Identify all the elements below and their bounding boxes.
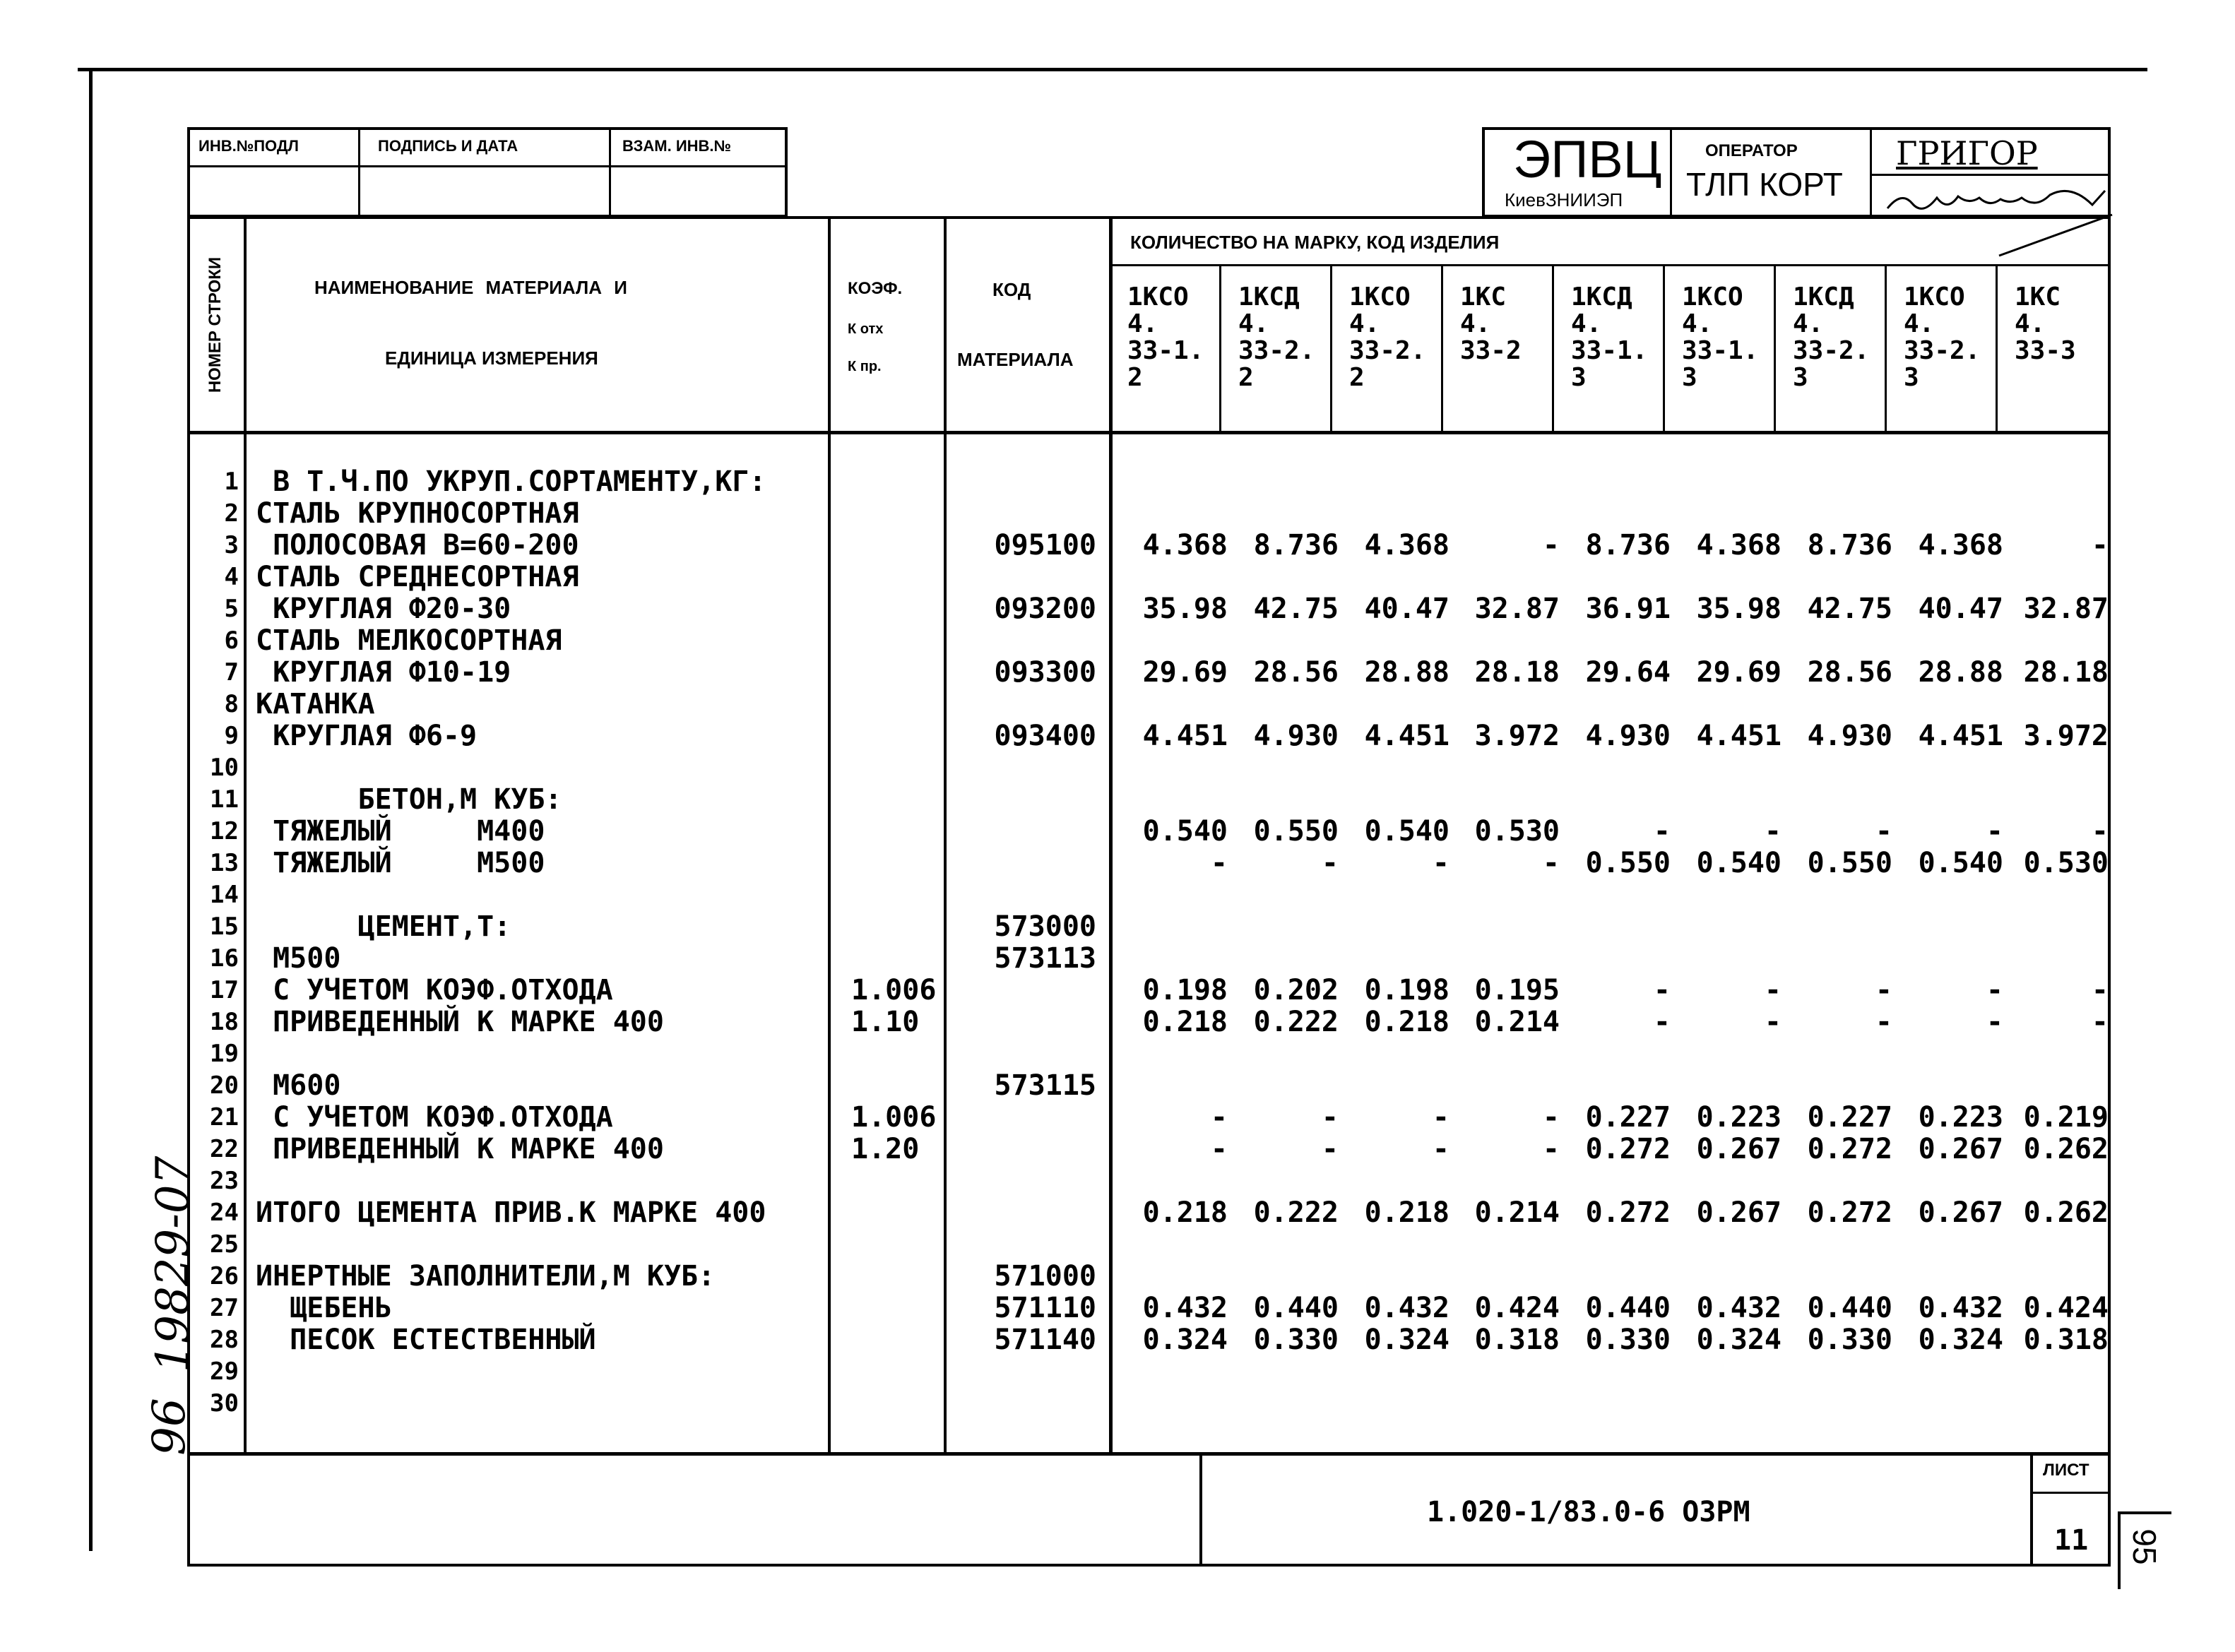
quantity-value: - (1653, 1006, 1671, 1038)
quantity-value: 32.87 (2023, 593, 2109, 625)
row-number: 18 (210, 1008, 239, 1036)
quantity-value: 4.368 (1696, 529, 1782, 561)
material-name: С УЧЕТОМ КОЭФ.ОТХОДА (256, 1101, 613, 1134)
quantity-value: 8.736 (1253, 529, 1339, 561)
prod-sep-5 (1663, 264, 1665, 432)
quantity-value: 0.550 (1585, 847, 1671, 879)
product-header-2: 1КСД 4. 33-2. 2 (1238, 283, 1315, 392)
quantity-value: 0.195 (1474, 974, 1560, 1006)
list-box-mid (2030, 1492, 2111, 1494)
koef-header-line1: КОЭФ. (848, 279, 903, 298)
quantity-value: - (1986, 974, 2003, 1006)
quantity-value: 0.432 (1364, 1292, 1450, 1324)
quantity-value: 29.69 (1142, 656, 1228, 689)
col-sep-name (828, 216, 831, 1454)
row-number: 30 (210, 1389, 239, 1418)
product-header-8: 1КСО 4. 33-2. 3 (1904, 283, 1981, 392)
archive-number: 19829-07 (147, 1155, 199, 1373)
vzam-inv-label: ВЗАМ. ИНВ.№ (622, 137, 732, 155)
quantity-value: - (1321, 847, 1339, 879)
quantity-value: 0.540 (1696, 847, 1782, 879)
quantity-value: 0.218 (1364, 1006, 1450, 1038)
page-box-left (2118, 1511, 2121, 1589)
quantity-value: - (1764, 815, 1782, 848)
quantity-value: 0.550 (1807, 847, 1892, 879)
row-number: 10 (210, 754, 239, 782)
quantity-value: 0.324 (1142, 1324, 1228, 1356)
inv-podl-label: ИНВ.№ПОДЛ (198, 137, 299, 155)
quantity-value: 0.218 (1142, 1196, 1228, 1229)
row-number: 2 (224, 499, 239, 528)
material-name: СТАЛЬ СРЕДНЕСОРТНАЯ (256, 561, 579, 593)
operator-label: ОПЕРАТОР (1705, 141, 1798, 160)
quantity-value: 4.451 (1142, 720, 1228, 752)
quantity-value: 0.227 (1585, 1101, 1671, 1134)
quantity-value: 0.214 (1474, 1196, 1560, 1229)
row-number: 17 (210, 976, 239, 1004)
quantity-value: 0.223 (1918, 1101, 2003, 1134)
quantity-value: 0.440 (1253, 1292, 1339, 1324)
kod-header-line2: МАТЕРИАЛА (957, 349, 1074, 370)
prod-sep-1 (1219, 264, 1221, 432)
quantity-value: - (1432, 1101, 1450, 1134)
page-box-top (2118, 1511, 2171, 1514)
quantity-title: КОЛИЧЕСТВО НА МАРКУ, КОД ИЗДЕЛИЯ (1130, 232, 1500, 253)
quantity-value: - (1986, 1006, 2003, 1038)
quantity-value: 0.222 (1253, 1006, 1339, 1038)
prod-sep-8 (1996, 264, 1998, 432)
quantity-value: 4.451 (1696, 720, 1782, 752)
material-code: 571000 (994, 1260, 1096, 1293)
main-table (187, 216, 2111, 1567)
quantity-value: - (1875, 815, 1892, 848)
quantity-value: - (2091, 974, 2109, 1006)
row-number: 21 (210, 1103, 239, 1131)
quantity-value: 0.432 (1918, 1292, 2003, 1324)
material-code: 571110 (994, 1292, 1096, 1324)
row-number: 11 (210, 785, 239, 814)
material-name: ТЯЖЕЛЫЙ М400 (256, 815, 545, 848)
material-code: 095100 (994, 529, 1096, 561)
quantity-value: - (1542, 847, 1560, 879)
quantity-value: 0.432 (1696, 1292, 1782, 1324)
top-border (78, 68, 2147, 71)
material-code: 573115 (994, 1069, 1096, 1102)
material-code: 093300 (994, 656, 1096, 689)
row-number: 5 (224, 595, 239, 623)
quantity-value: - (2091, 815, 2109, 848)
material-name: ПРИВЕДЕННЫЙ К МАРКЕ 400 (256, 1006, 664, 1038)
row-number: 19 (210, 1040, 239, 1068)
quantity-value: 28.56 (1253, 656, 1339, 689)
row-number: 15 (210, 913, 239, 941)
quantity-value: - (1764, 974, 1782, 1006)
row-number: 12 (210, 817, 239, 845)
quantity-value: 4.930 (1807, 720, 1892, 752)
material-name: ЦЕМЕНТ,Т: (256, 910, 511, 943)
material-name: В Т.Ч.ПО УКРУП.СОРТАМЕНТУ,КГ: (256, 465, 766, 498)
quantity-value: 0.330 (1807, 1324, 1892, 1356)
quantity-value: 0.318 (1474, 1324, 1560, 1356)
quantity-value: 28.56 (1807, 656, 1892, 689)
quantity-value: - (1210, 847, 1228, 879)
left-border (89, 68, 93, 1551)
row-number: 3 (224, 531, 239, 559)
col-sep-code (1109, 216, 1113, 1454)
row-number: 7 (224, 658, 239, 687)
quantity-value: 0.219 (2023, 1101, 2109, 1134)
quantity-value: - (1653, 815, 1671, 848)
stamp-left (187, 127, 788, 218)
quantity-value: 0.530 (1474, 815, 1560, 848)
quantity-value: 42.75 (1253, 593, 1339, 625)
quantity-value: 36.91 (1585, 593, 1671, 625)
quantity-value: 28.88 (1918, 656, 2003, 689)
material-name: С УЧЕТОМ КОЭФ.ОТХОДА (256, 974, 613, 1006)
quantity-value: 0.540 (1142, 815, 1228, 848)
koef-value: 1.10 (851, 1006, 920, 1038)
quantity-value: 0.540 (1918, 847, 2003, 879)
org-sub: КиевЗНИИЭП (1505, 189, 1623, 210)
row-number: 22 (210, 1135, 239, 1163)
quantity-value: 4.451 (1918, 720, 2003, 752)
quantity-value: 0.540 (1364, 815, 1450, 848)
row-number: 24 (210, 1199, 239, 1227)
org-name: ЭПВЦ (1513, 130, 1662, 189)
quantity-value: - (2091, 1006, 2109, 1038)
quantity-value: 0.267 (1696, 1133, 1782, 1165)
koef-header-line3: К пр. (848, 359, 882, 374)
quantity-value: - (1986, 815, 2003, 848)
product-header-7: 1КСД 4. 33-2. 3 (1793, 283, 1870, 392)
name-header-line2: ЕДИНИЦА ИЗМЕРЕНИЯ (385, 347, 598, 369)
list-number: 11 (2054, 1524, 2089, 1557)
row-number: 1 (224, 468, 239, 496)
quantity-value: 0.272 (1807, 1133, 1892, 1165)
row-number: 16 (210, 944, 239, 973)
row-number: 27 (210, 1294, 239, 1322)
quantity-value: - (1764, 1006, 1782, 1038)
quantity-value: - (1210, 1133, 1228, 1165)
quantity-value: 29.64 (1585, 656, 1671, 689)
footer-divider (1199, 1452, 1202, 1567)
footer-top (187, 1452, 2111, 1456)
quantity-value: 0.218 (1142, 1006, 1228, 1038)
quantity-value: - (1542, 1101, 1560, 1134)
material-name: ЩЕБЕНЬ (256, 1292, 392, 1324)
material-name: ИНЕРТНЫЕ ЗАПОЛНИТЕЛИ,М КУБ: (256, 1260, 716, 1293)
operator-value: ТЛП КОРТ (1686, 166, 1843, 203)
prod-sep-4 (1552, 264, 1554, 432)
col-sep-koef (944, 216, 947, 1454)
material-name: ТЯЖЕЛЫЙ М500 (256, 847, 545, 879)
prod-sep-7 (1885, 264, 1887, 432)
koef-value: 1.006 (851, 1101, 937, 1134)
quantity-value: 0.198 (1142, 974, 1228, 1006)
quantity-value: 8.736 (1807, 529, 1892, 561)
quantity-value: 40.47 (1364, 593, 1450, 625)
material-code: 571140 (994, 1324, 1096, 1356)
material-name: КРУГЛАЯ Ф10-19 (256, 656, 511, 689)
material-name: СТАЛЬ МЕЛКОСОРТНАЯ (256, 624, 562, 657)
quantity-value: 28.18 (2023, 656, 2109, 689)
name-header-line1: НАИМЕНОВАНИЕ МАТЕРИАЛА И (314, 277, 627, 298)
quantity-value: 29.69 (1696, 656, 1782, 689)
row-number: 25 (210, 1230, 239, 1259)
product-header-9: 1КС 4. 33-3 (2015, 283, 2076, 365)
quantity-value: 4.368 (1364, 529, 1450, 561)
product-header-5: 1КСД 4. 33-1. 3 (1571, 283, 1648, 392)
material-code: 093200 (994, 593, 1096, 625)
material-name: СТАЛЬ КРУПНОСОРТНАЯ (256, 497, 579, 530)
document-code: 1.020-1/83.0-6 ОЗРМ (1427, 1496, 1750, 1528)
quantity-value: 0.424 (2023, 1292, 2109, 1324)
header-bottom (187, 431, 2111, 434)
row-number-header: НОМЕР СТРОКИ (206, 256, 225, 393)
quantity-value: 0.432 (1142, 1292, 1228, 1324)
list-box-left (2030, 1452, 2033, 1567)
koef-value: 1.20 (851, 1133, 920, 1165)
quantity-value: - (1542, 529, 1560, 561)
quantity-value: 0.262 (2023, 1196, 2109, 1229)
material-name: КРУГЛАЯ Ф6-9 (256, 720, 478, 752)
quantity-value: 40.47 (1918, 593, 2003, 625)
page-rotated: 95 (2126, 1528, 2163, 1565)
row-number: 14 (210, 881, 239, 909)
prod-sep-2 (1330, 264, 1332, 432)
quantity-value: 0.550 (1253, 815, 1339, 848)
material-name: М600 (256, 1069, 341, 1102)
quantity-value: - (1875, 1006, 1892, 1038)
quantity-value: 0.324 (1696, 1324, 1782, 1356)
list-label: ЛИСТ (2043, 1461, 2089, 1480)
kod-header-line1: КОД (992, 279, 1031, 300)
quantity-value: 4.451 (1364, 720, 1450, 752)
quantity-title-underline (1109, 264, 2111, 266)
material-name: КАТАНКА (256, 688, 375, 720)
quantity-value: 3.972 (2023, 720, 2109, 752)
prod-sep-6 (1774, 264, 1776, 432)
quantity-value: 0.198 (1364, 974, 1450, 1006)
quantity-value: - (1210, 1101, 1228, 1134)
quantity-value: 0.330 (1253, 1324, 1339, 1356)
quantity-value: - (1653, 974, 1671, 1006)
quantity-value: 0.218 (1364, 1196, 1450, 1229)
quantity-value: 28.88 (1364, 656, 1450, 689)
row-number: 20 (210, 1071, 239, 1100)
quantity-value: 4.930 (1585, 720, 1671, 752)
quantity-value: 0.324 (1364, 1324, 1450, 1356)
row-number: 13 (210, 849, 239, 877)
koef-header-line2: К отх (848, 321, 884, 337)
quantity-value: - (1321, 1101, 1339, 1134)
quantity-value: 4.930 (1253, 720, 1339, 752)
quantity-value: 0.267 (1918, 1196, 2003, 1229)
quantity-value: 35.98 (1142, 593, 1228, 625)
quantity-value: 0.272 (1585, 1196, 1671, 1229)
quantity-value: 0.227 (1807, 1101, 1892, 1134)
quantity-value: 8.736 (1585, 529, 1671, 561)
quantity-value: - (1542, 1133, 1560, 1165)
podpis-data-label: ПОДПИСЬ И ДАТА (378, 137, 518, 155)
row-number: 26 (210, 1262, 239, 1290)
quantity-value: - (1875, 974, 1892, 1006)
material-name: БЕТОН,М КУБ: (256, 783, 562, 816)
material-code: 093400 (994, 720, 1096, 752)
quantity-value: 4.368 (1142, 529, 1228, 561)
material-name: ПОЛОСОВАЯ В=60-200 (256, 529, 579, 561)
person-name: ГРИГОР (1896, 134, 2038, 172)
quantity-value: 0.202 (1253, 974, 1339, 1006)
quantity-value: 0.222 (1253, 1196, 1339, 1229)
koef-value: 1.006 (851, 974, 937, 1006)
quantity-value: - (1432, 847, 1450, 879)
material-code: 573000 (994, 910, 1096, 943)
quantity-value: - (1321, 1133, 1339, 1165)
quantity-value: 32.87 (1474, 593, 1560, 625)
material-name: ПРИВЕДЕННЫЙ К МАРКЕ 400 (256, 1133, 664, 1165)
product-header-1: 1КСО 4. 33-1. 2 (1127, 283, 1204, 392)
quantity-value: 35.98 (1696, 593, 1782, 625)
quantity-value: 42.75 (1807, 593, 1892, 625)
row-number: 4 (224, 563, 239, 591)
material-name: ПЕСОК ЕСТЕСТВЕННЫЙ (256, 1324, 596, 1356)
prod-sep-3 (1441, 264, 1443, 432)
col-sep-rownum (244, 216, 247, 1454)
quantity-value: 0.324 (1918, 1324, 2003, 1356)
quantity-value: - (2091, 529, 2109, 561)
row-number: 23 (210, 1167, 239, 1195)
quantity-value: 0.272 (1585, 1133, 1671, 1165)
product-header-4: 1КС 4. 33-2 (1460, 283, 1522, 365)
row-number: 9 (224, 722, 239, 750)
quantity-value: 0.214 (1474, 1006, 1560, 1038)
row-number: 8 (224, 690, 239, 718)
quantity-value: 0.330 (1585, 1324, 1671, 1356)
quantity-value: 0.424 (1474, 1292, 1560, 1324)
material-name: ИТОГО ЦЕМЕНТА ПРИВ.К МАРКЕ 400 (256, 1196, 766, 1229)
quantity-value: 0.262 (2023, 1133, 2109, 1165)
row-number: 29 (210, 1357, 239, 1386)
quantity-value: 0.318 (2023, 1324, 2109, 1356)
quantity-value: 0.440 (1807, 1292, 1892, 1324)
quantity-value: 0.267 (1918, 1133, 2003, 1165)
material-code: 573113 (994, 942, 1096, 975)
page-handwritten: 96 (143, 1398, 196, 1456)
quantity-value: 0.267 (1696, 1196, 1782, 1229)
row-number: 6 (224, 626, 239, 655)
product-header-3: 1КСО 4. 33-2. 2 (1349, 283, 1426, 392)
material-name: КРУГЛАЯ Ф20-30 (256, 593, 511, 625)
row-number: 28 (210, 1326, 239, 1354)
quantity-value: 0.440 (1585, 1292, 1671, 1324)
material-name: М500 (256, 942, 341, 975)
quantity-value: 0.272 (1807, 1196, 1892, 1229)
stamp-right (1482, 127, 2111, 218)
product-header-6: 1КСО 4. 33-1. 3 (1682, 283, 1759, 392)
quantity-value: 0.530 (2023, 847, 2109, 879)
quantity-value: 28.18 (1474, 656, 1560, 689)
quantity-value: 0.223 (1696, 1101, 1782, 1134)
quantity-value: - (1432, 1133, 1450, 1165)
quantity-value: 3.972 (1474, 720, 1560, 752)
quantity-value: 4.368 (1918, 529, 2003, 561)
